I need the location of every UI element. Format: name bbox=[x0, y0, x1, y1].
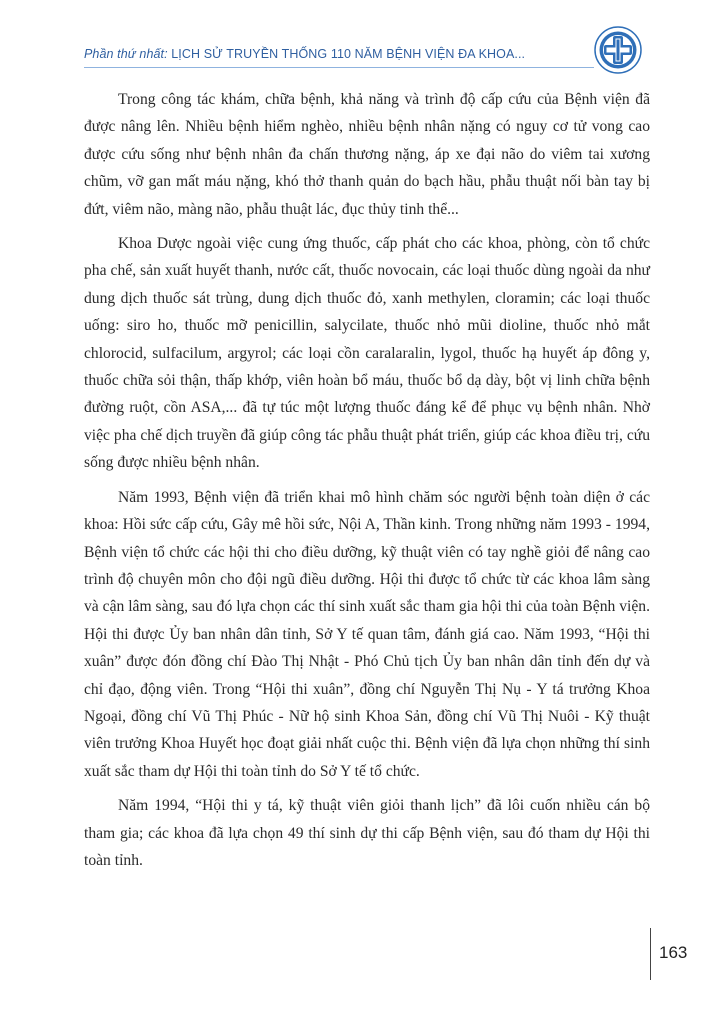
paragraph: Khoa Dược ngoài việc cung ứng thuốc, cấp phát cho các khoa, phòng, còn tổ chức pha chế, sản xuất huyết thanh, nước cất, thuốc novocain, các loại thuốc dùng ngoài da như dung dịch thuốc sát trùng, dung dịch thuốc đỏ, xanh methylen, cloramin; các loại thuốc uống: siro ho, thuốc mỡ penicillin, salycilate, thuốc nhỏ mũi dioline, thuốc nhỏ mắt chlorocid, sulfacilum, argyrol; các loại cồn caralaralin, lygol, thuốc hạ huyết áp đông y, thuốc chữa sỏi thận, thấp khớp, viên hoàn bổ máu, thuốc bổ dạ dày, bột vị linh chữa bệnh đường ruột, cồn ASA,... đã tự túc một lượng thuốc đáng kể để phục vụ bệnh nhân. Nhờ việc pha chế dịch truyền đã giúp công tác phẫu thuật phát triển, giúp các khoa điều trị, cứu sống được nhiều bệnh nhân. bbox=[84, 235, 650, 472]
paragraph: Năm 1993, Bệnh viện đã triển khai mô hình chăm sóc người bệnh toàn diện ở các khoa: Hồi sức cấp cứu, Gây mê hồi sức, Nội A, Thần kinh. Trong những năm 1993 - 1994, Bệnh viện tổ chức các hội thi cho điều dưỡng, kỹ thuật viên có tay nghề giỏi để nâng cao trình độ chuyên môn cho đội ngũ điều dưỡng. Hội thi được tổ chức từ các khoa lâm sàng và cận lâm sàng, sau đó lựa chọn các thí sinh xuất sắc tham gia hội thi của toàn Bệnh viện. Hội thi được Ủy ban nhân dân tỉnh, Sở Y tế quan tâm, đánh giá cao. Năm 1993, “Hội thi xuân” được đón đồng chí Đào Thị Nhật - Phó Chủ tịch Ủy ban nhân dân tỉnh đến dự và chỉ đạo, động viên. Trong “Hội thi xuân”, đồng chí Nguyễn Thị Nụ - Y tá trưởng Khoa Ngoại, đồng chí Vũ Thị Phúc - Nữ hộ sinh Khoa Sản, đồng chí Vũ Thị Nuôi - Kỹ thuật viên trưởng Khoa Huyết học đoạt giải nhất cuộc thi. Bệnh viện đã lựa chọn những thí sinh xuất sắc tham dự Hội thi toàn tỉnh do Sở Y tế tổ chức. bbox=[84, 488, 650, 780]
header-title: LỊCH SỬ TRUYỀN THỐNG 110 NĂM BỆNH VIỆN ĐA KHOA... bbox=[167, 47, 526, 61]
page-number-rule bbox=[650, 928, 651, 980]
paragraph: Trong công tác khám, chữa bệnh, khả năng và trình độ cấp cứu của Bệnh viện đã được nâng lên. Nhiều bệnh hiểm nghèo, nhiều bệnh nhân nặng có nguy cơ tử vong cao được cứu sống như bệnh nhân đa chấn thương nặng, áp xe đại não do viêm tai xương chũm, vỡ gan mất máu nặng, khó thở thanh quản do bạch hầu, phẫu thuật nối bàn tay bị đứt, viêm não, màng não, phẫu thuật lác, đục thủy tinh thể... bbox=[84, 91, 650, 218]
page-body bbox=[84, 86, 650, 881]
header-part-label: Phần thứ nhất: bbox=[84, 47, 168, 61]
running-header bbox=[84, 47, 574, 61]
hospital-cross-logo-icon bbox=[593, 25, 643, 75]
page-number: 163 bbox=[659, 943, 688, 962]
header-rule bbox=[84, 67, 594, 68]
paragraph: Năm 1994, “Hội thi y tá, kỹ thuật viên giỏi thanh lịch” đã lôi cuốn nhiều cán bộ tham gia; các khoa đã lựa chọn 49 thí sinh dự thi cấp Bệnh viện, sau đó tham dự Hội thi toàn tỉnh. bbox=[84, 797, 650, 869]
